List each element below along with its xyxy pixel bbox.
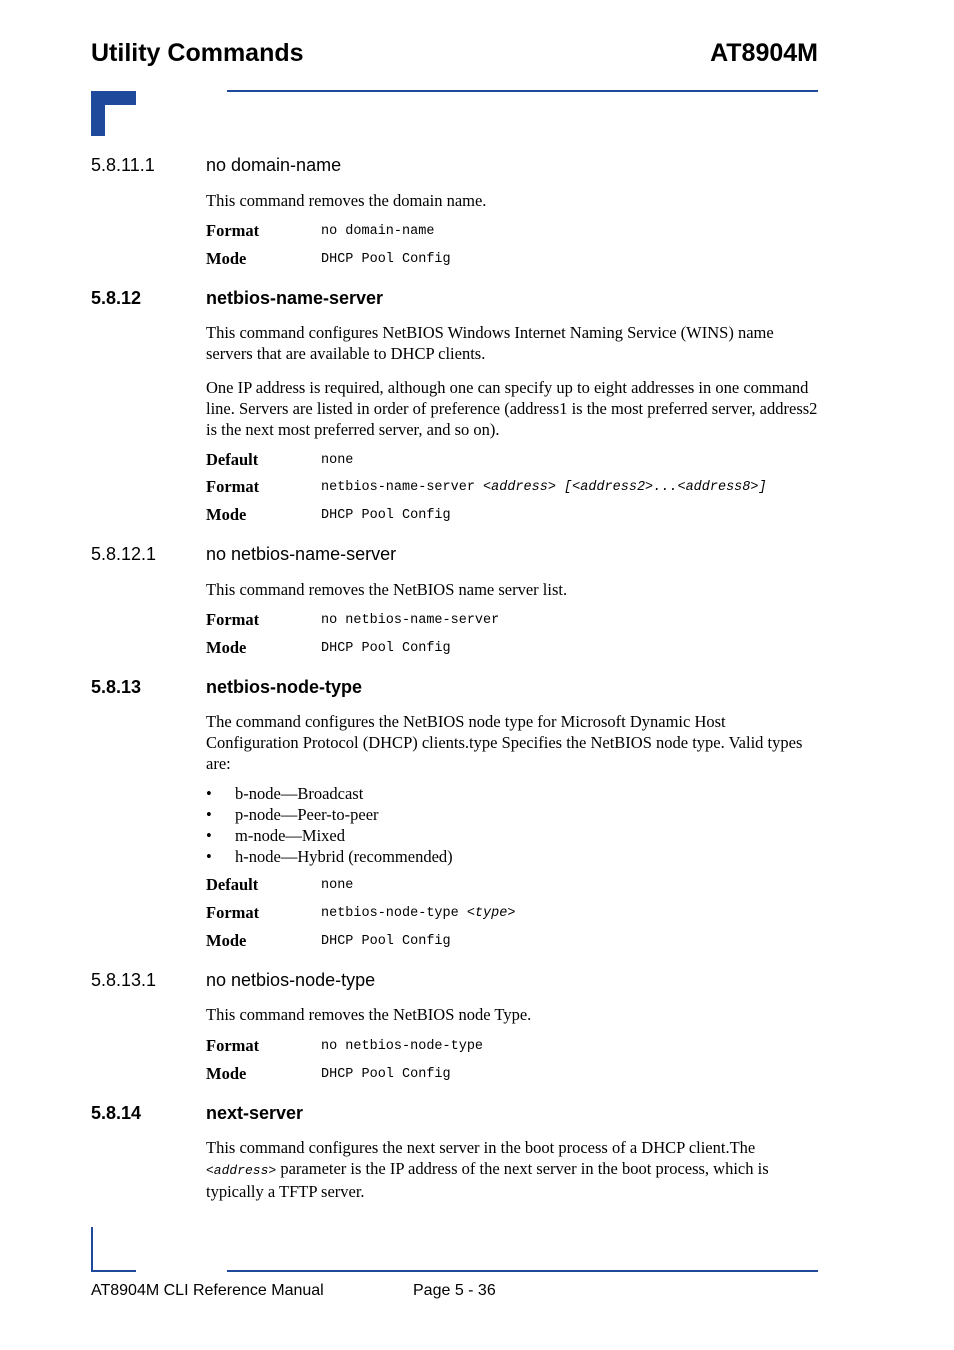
format-value: no domain-name (321, 224, 435, 239)
mode-value: DHCP Pool Config (321, 508, 451, 523)
paragraph: One IP address is required, although one can specify up to eight addresses in one command line. Servers are listed in order of preference (address1 is the most preferred server, address2 is the next most preferred server, and so on). (206, 378, 818, 439)
inline-argument: <address> (206, 1163, 277, 1178)
section-number: 5.8.14 (91, 1103, 142, 1123)
bullet-marker: • (206, 847, 212, 866)
bullet-marker: • (206, 805, 212, 824)
paragraph-text: parameter is the IP address of the next server in the boot process, which is typically a TFTP server. (206, 1159, 769, 1201)
paragraph (206, 1137, 818, 1202)
list-item: p-node—Peer-to-peer (235, 805, 379, 824)
format-label: Format (206, 903, 260, 922)
header-product: AT8904M (710, 39, 818, 67)
format-label: Format (206, 610, 260, 629)
corner-mark-bottom-horizontal (91, 1270, 136, 1272)
paragraph: This command removes the NetBIOS node Type. (206, 1005, 532, 1024)
bullet-marker: • (206, 784, 212, 803)
default-value: none (321, 453, 354, 468)
paragraph: This command configures NetBIOS Windows Internet Naming Service (WINS) name servers that are available to DHCP clients. (206, 323, 774, 363)
footer-page-number: Page 5 - 36 (413, 1282, 496, 1299)
format-value: no netbios-name-server (321, 613, 500, 628)
section-title: no netbios-node-type (206, 970, 376, 990)
format-arguments: <type> (466, 906, 516, 921)
header-rule (227, 90, 818, 92)
format-command: netbios-name-server (321, 480, 484, 495)
section-number: 5.8.11.1 (91, 155, 155, 175)
list-item: m-node—Mixed (235, 826, 345, 845)
corner-mark-bottom-vertical (91, 1227, 93, 1272)
section-title: no domain-name (206, 155, 342, 175)
format-value (321, 904, 515, 924)
section-title: netbios-name-server (206, 288, 384, 308)
mode-value: DHCP Pool Config (321, 252, 451, 267)
format-value: no netbios-node-type (321, 1039, 484, 1054)
paragraph: This command removes the NetBIOS name server list. (206, 580, 568, 599)
format-value (321, 478, 767, 498)
default-label: Default (206, 450, 259, 469)
section-number: 5.8.12 (91, 288, 142, 308)
section-number: 5.8.13.1 (91, 970, 157, 990)
paragraph-text: This command configures the next server in the boot process of a DHCP client.The (206, 1138, 756, 1157)
footer-manual-title: AT8904M CLI Reference Manual (91, 1282, 324, 1299)
section-title: next-server (206, 1103, 304, 1123)
mode-label: Mode (206, 931, 247, 950)
mode-label: Mode (206, 249, 247, 268)
default-value: none (321, 878, 354, 893)
format-label: Format (206, 221, 260, 240)
mode-label: Mode (206, 1064, 247, 1083)
paragraph: This command removes the domain name. (206, 191, 487, 210)
list-item: h-node—Hybrid (recommended) (235, 847, 453, 866)
header-title: Utility Commands (91, 39, 304, 67)
mode-label: Mode (206, 505, 247, 524)
default-label: Default (206, 875, 259, 894)
list-item: b-node—Broadcast (235, 784, 364, 803)
corner-mark-top-vertical (91, 91, 105, 136)
format-command: netbios-node-type (321, 906, 467, 921)
footer-rule (227, 1270, 818, 1272)
mode-value: DHCP Pool Config (321, 641, 451, 656)
paragraph: The command configures the NetBIOS node type for Microsoft Dynamic Host Configuration Protocol (DHCP) clients.type Specifies the NetBIOS node type. Valid types are: (206, 712, 803, 773)
mode-label: Mode (206, 638, 247, 657)
section-title: netbios-node-type (206, 677, 362, 697)
bullet-marker: • (206, 826, 212, 845)
section-title: no netbios-name-server (206, 544, 397, 564)
format-arguments: <address> [<address2>...<address8>] (483, 480, 767, 495)
section-number: 5.8.13 (91, 677, 142, 697)
section-number: 5.8.12.1 (91, 544, 157, 564)
format-label: Format (206, 1036, 260, 1055)
mode-value: DHCP Pool Config (321, 1067, 451, 1082)
format-label: Format (206, 477, 260, 496)
mode-value: DHCP Pool Config (321, 934, 451, 949)
